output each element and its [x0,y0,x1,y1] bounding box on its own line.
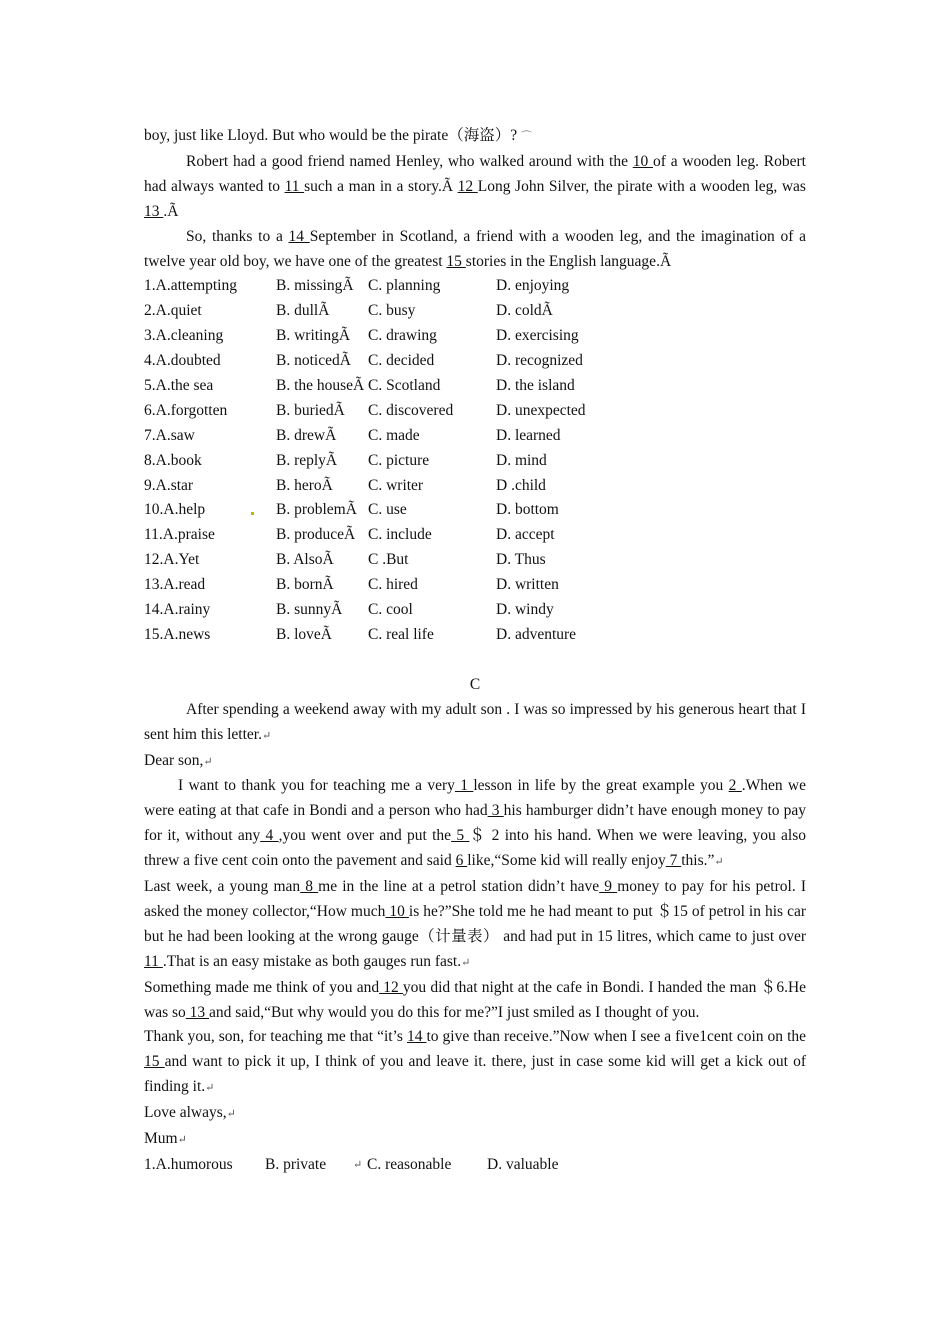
text: .When we were eating at that cafe in Bondi and a person who had [144,777,807,820]
option-a: 9.A.star [144,476,194,494]
document-page [144,124,806,1178]
option-b: B. heroÃ [276,476,333,494]
option-d: D. adventure [496,625,577,643]
option-b: B. AlsoÃ [276,551,334,569]
paragraph-mark-icon: ↵ [461,956,471,969]
option-d: D. coldÃ [496,302,553,320]
option-c: C. decided [368,352,435,370]
option-c: C. planning [368,277,441,295]
blank-13: 13 [144,202,164,220]
text: his hamburger didn’t have enough money to pay for it, without any [144,802,807,845]
section-heading: C [469,675,481,693]
option-a: 10.A.help [144,501,206,519]
text: and said,“But why would you do this for me?”I just smiled as I thought of you. [209,1003,700,1021]
option-b: B. the houseÃ [276,377,365,394]
option-d: D. bottom [496,501,559,519]
text: ,you went over and put the [278,827,452,845]
option-row [144,474,806,499]
options-list [144,274,806,647]
option-b: B. loveÃ [276,625,332,643]
passage-paragraph [144,150,806,225]
option-d: D. accept [496,526,555,544]
option-row [144,573,806,598]
letter-paragraph [144,774,806,875]
text: and want to pick it up, I think of you and leave it. there, just in case some kid will get a kick out of finding it. [144,1053,807,1096]
letter-greeting [144,749,806,775]
option-d: D. learned [496,426,561,444]
blank-13: 13 [185,1003,210,1021]
text: is he?”She told me he had meant to put ＄15 of petrol in his car but he had been looking at the wrong gauge（计量表） and had put in 15 litres, which came to just over [144,902,807,945]
option-c: C. reasonable [367,1156,452,1174]
blank-7: 7 [665,852,682,870]
option-a: 2.A.quiet [144,302,202,320]
option-a: 8.A.book [144,451,202,469]
blank-11: 11 [284,177,305,195]
paragraph-mark-icon: ↵ [226,1108,236,1121]
text: me in the line at a petrol station didn’t have [318,878,600,896]
paragraph-mark-icon: ⌒ [520,131,532,143]
text: Something made me think of you and [144,978,380,996]
option-c: C. picture [368,451,430,469]
blank-12: 12 [457,177,478,195]
option-c: C .But [368,551,409,569]
option-row [144,374,806,399]
blank-14: 14 [406,1028,427,1046]
option-row [144,299,806,324]
option-a: 15.A.news [144,625,211,643]
option-row [144,498,806,523]
blank-3: 3 [487,802,504,820]
option-row [144,349,806,374]
blank-10: 10 [385,902,409,920]
option-row [144,449,806,474]
option-a: 11.A.praise [144,526,215,544]
option-c: C. include [368,526,432,544]
option-row [144,623,806,648]
text: Robert had a good friend named Henley, who walked around with the [186,152,633,170]
text: money to pay for his petrol. I asked the money collector,“How much [144,878,806,920]
blank-1: 1 [454,777,474,795]
option-d: D. unexpected [496,401,586,419]
blank-5: 5 [451,827,470,845]
option-d: D. valuable [487,1156,559,1174]
option-a: 4.A.doubted [144,352,221,370]
text: Mum [144,1130,178,1148]
text: .Ã [163,202,179,220]
option-row [144,274,806,299]
option-a: 7.A.saw [144,426,195,444]
text: .That is an easy mistake as both gauges run fast. [162,952,462,970]
text: I want to thank you for teaching me a very [178,777,455,795]
blank-12: 12 [379,978,403,996]
option-a: 5.A.the sea [144,377,214,394]
option-row [144,324,806,349]
text: boy, just like Lloyd. But who would be the pirate（海盗）? [144,127,518,144]
text: stories in the English language.Ã [465,252,672,270]
option-c: C. real life [368,625,434,643]
option-d: D. windy [496,601,554,619]
option-d: D. mind [496,451,547,469]
option-a: 6.A.forgotten [144,401,228,419]
option-c: C. Scotland [368,377,441,394]
text: Long John Silver, the pirate with a wooden leg, was [477,177,806,195]
option-row [144,523,806,548]
blank-4: 4 [260,827,279,845]
option-b: B. problemÃ [276,501,357,519]
option-b: B. private [265,1156,327,1174]
intro-paragraph [144,698,806,749]
text: you did that night at the cafe in Bondi. I handed the man ＄6.He was so [144,978,807,1021]
text: Love always, [144,1104,227,1122]
passage-paragraph [144,225,806,275]
text: this.” [681,852,715,870]
option-c: C. use [368,501,407,519]
option-b: B. bornÃ [276,576,334,594]
paragraph-mark-icon: ↵ [353,1159,363,1172]
option-c: C. made [368,426,420,444]
option-a: 1.A.humorous [144,1156,233,1174]
option-d: D. written [496,576,559,594]
option-b: B. drewÃ [276,426,337,444]
option-row [144,424,806,449]
letter-paragraph [144,976,806,1026]
option-d: D. the island [496,377,575,394]
blank-11: 11 [144,952,163,970]
paragraph-mark-icon: ↵ [205,1082,215,1095]
blank-2: 2 [728,777,742,795]
option-b: B. writingÃ [276,327,351,345]
option-c: C. busy [368,302,416,320]
text: Dear son, [144,751,204,769]
option-c: C. discovered [368,401,454,419]
text: of a wooden leg. Robert had always wanted to [144,152,806,195]
option-c: C. writer [368,476,424,494]
blank-8: 8 [300,878,319,896]
option-d: D. recognized [496,352,583,370]
option-d: D. exercising [496,327,579,345]
option-b: B. buriedÃ [276,401,345,419]
option-a: 3.A.cleaning [144,327,224,345]
text: like,“Some kid will really enjoy [467,852,666,870]
paragraph-mark-icon: ↵ [714,856,724,869]
option-b: B. replyÃ [276,451,338,469]
option-b: B. produceÃ [276,526,356,544]
letter-paragraph [144,875,806,976]
letter-closing [144,1101,806,1127]
paragraph-mark-icon: ↵ [261,729,272,742]
option-c: C. cool [368,601,413,619]
option-c: C. drawing [368,327,437,345]
blank-10: 10 [632,152,654,170]
text: ＄ 2 into his hand. When we were leaving, you also threw a five cent coin onto the pavement and said [144,827,807,870]
option-row [144,1153,806,1178]
text: lesson in life by the great example you [473,777,729,795]
option-a: 12.A.Yet [144,551,200,569]
text: Thank you, son, for teaching me that “it’s [144,1028,407,1046]
text: So, thanks to a [186,227,289,245]
option-b: B. dullÃ [276,302,330,320]
option-b: B. noticedÃ [276,352,351,370]
blank-6: 6 [455,852,468,870]
option-a: 14.A.rainy [144,601,211,619]
option-a: 1.A.attempting [144,277,237,295]
paragraph-mark-icon: ↵ [177,1134,187,1147]
blank-15: 15 [446,252,466,270]
blank-15: 15 [144,1053,165,1071]
letter-signature [144,1127,806,1153]
text: September in Scotland, a friend with a wooden leg, and the imagination of a twelve year old boy, we have one of the greatest [144,227,806,270]
option-row [144,399,806,424]
option-b: B. missingÃ [276,277,354,295]
option-row [144,598,806,623]
passage-line [144,124,806,150]
text: After spending a weekend away with my adult son . I was so impressed by his generous heart that I sent him this letter. [144,700,806,743]
blank-9: 9 [599,878,618,896]
option-d: D. Thus [496,551,546,569]
letter-paragraph [144,1025,806,1101]
paragraph-mark-icon: ↵ [203,755,213,768]
option-a: 13.A.read [144,576,206,594]
text: Last week, a young man [144,878,301,896]
option-c: C. hired [368,576,418,594]
option-d: D .child [496,476,546,494]
option-b: B. sunnyÃ [276,601,343,619]
text: to give than receive.”Now when I see a five1cent coin on the [426,1028,807,1046]
text: such a man in a story.Ã [304,177,458,195]
blank-14: 14 [288,227,310,245]
option-d: D. enjoying [496,277,570,295]
option-row [144,548,806,573]
